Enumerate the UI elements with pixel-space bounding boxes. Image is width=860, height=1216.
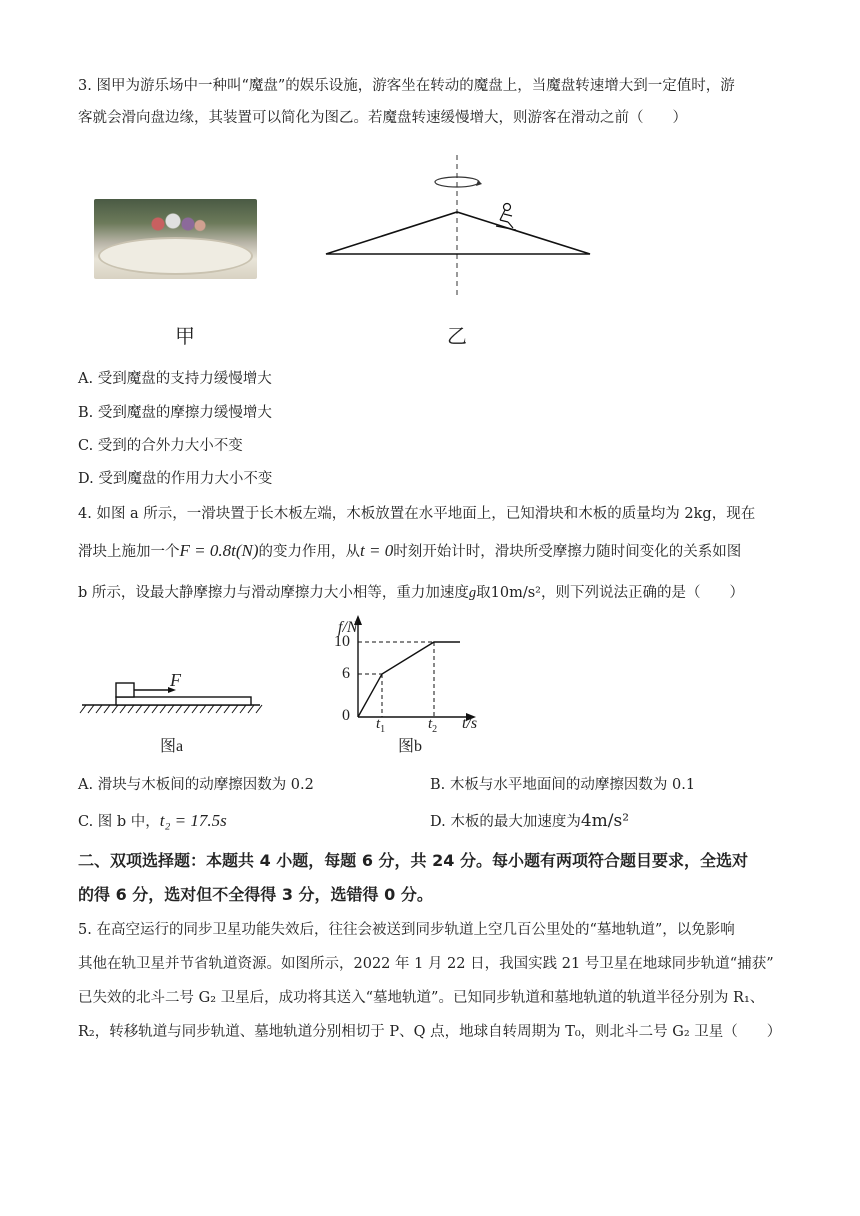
fig-yi-label: 乙 [447,326,467,348]
tick-0: 0 [342,707,350,724]
board [116,697,251,705]
fig-jia-label: 甲 [175,326,195,348]
tick-6: 6 [342,665,350,682]
section2-header-line2: 的得 6 分，选对但不全得得 3 分，选错得 0 分。 [78,885,433,904]
magic-disk-photo [94,199,257,279]
q3-text-line2: 客就会滑向盘边缘，其装置可以简化为图乙。若魔盘转速缓慢增大，则游客在滑动之前（ ） [78,110,687,126]
force-formula: F = 0.8t(N) [179,541,259,560]
tick-t2: $t_2$ [428,716,438,735]
x-axis-label: t/s [462,715,478,732]
magic-disk-diagram [320,150,600,300]
q4-text-line2: 滑块上施加一个F = 0.8t(N)的变力作用，从t = 0时刻开始计时，滑块所受摩擦力随时间变化的关系如图 [78,541,742,560]
fig-b-caption: 图b [398,738,423,755]
q5-text-line2: 其他在轨卫星并节省轨道资源。如图所示，2022 年 1 月 22 日，我国实践 21 号卫星在地球同步轨道“捕获” [78,956,774,972]
q4-option-a[interactable]: A. 滑块与木板间的动摩擦因数为 0.2 [78,777,314,793]
q4-text-line1: 4. 如图 a 所示，一滑块置于长木板左端，木板放置在水平地面上，已知滑块和木板的质量均为 2kg，现在 [78,506,756,522]
q4-option-b[interactable]: B. 木板与水平地面间的动摩擦因数为 0.1 [430,777,696,793]
q3-option-a[interactable]: A. 受到魔盘的支持力缓慢增大 [78,371,272,387]
q3-option-d[interactable]: D. 受到魔盘的作用力大小不变 [78,471,273,487]
y-axis-label: f/N [338,619,358,636]
rider-icon [496,204,516,231]
q5-text-line3: 已失效的北斗二号 G₂ 卫星后，成功将其送入“墓地轨道”。已知同步轨道和墓地轨道的轨道半径分别为 R₁、 [78,990,765,1006]
slider-block [116,683,134,697]
q5-text-line4: R₂，转移轨道与同步轨道、墓地轨道分别相切于 P、Q 点，地球自转周期为 T₀，则北斗二号 G₂ 卫星（ ） [78,1024,782,1040]
q3-option-c[interactable]: C. 受到的合外力大小不变 [78,438,243,454]
fig-a-caption: 图a [160,738,184,755]
q4-option-d[interactable]: D. 木板的最大加速度为4m/s² [430,811,630,831]
tick-t1: $t_1$ [376,716,386,735]
section2-header-line1: 二、双项选择题：本题共 4 小题，每题 6 分，共 24 分。每小题有两项符合题目要求，全选对 [78,851,748,870]
q3-text-line1: 3. 图甲为游乐场中一种叫“魔盘”的娱乐设施，游客坐在转动的魔盘上，当魔盘转速增大到一定值时，游 [78,78,735,94]
q3-option-b[interactable]: B. 受到魔盘的摩擦力缓慢增大 [78,405,272,421]
friction-curve [358,642,460,717]
q4-text-line3: b 所示，设最大静摩擦力与滑动摩擦力大小相等，重力加速度g取10m/s²，则下列说法正确的是（ ） [78,585,744,601]
force-label: F [170,670,181,690]
tick-10: 10 [334,633,350,650]
q4-option-c[interactable]: C. 图 b 中，t₂ = 17.5s [78,811,227,830]
q5-text-line1: 5. 在高空运行的同步卫星功能失效后，往往会被送到同步轨道上空几百公里处的“墓地轨道”，以免影响 [78,922,735,938]
